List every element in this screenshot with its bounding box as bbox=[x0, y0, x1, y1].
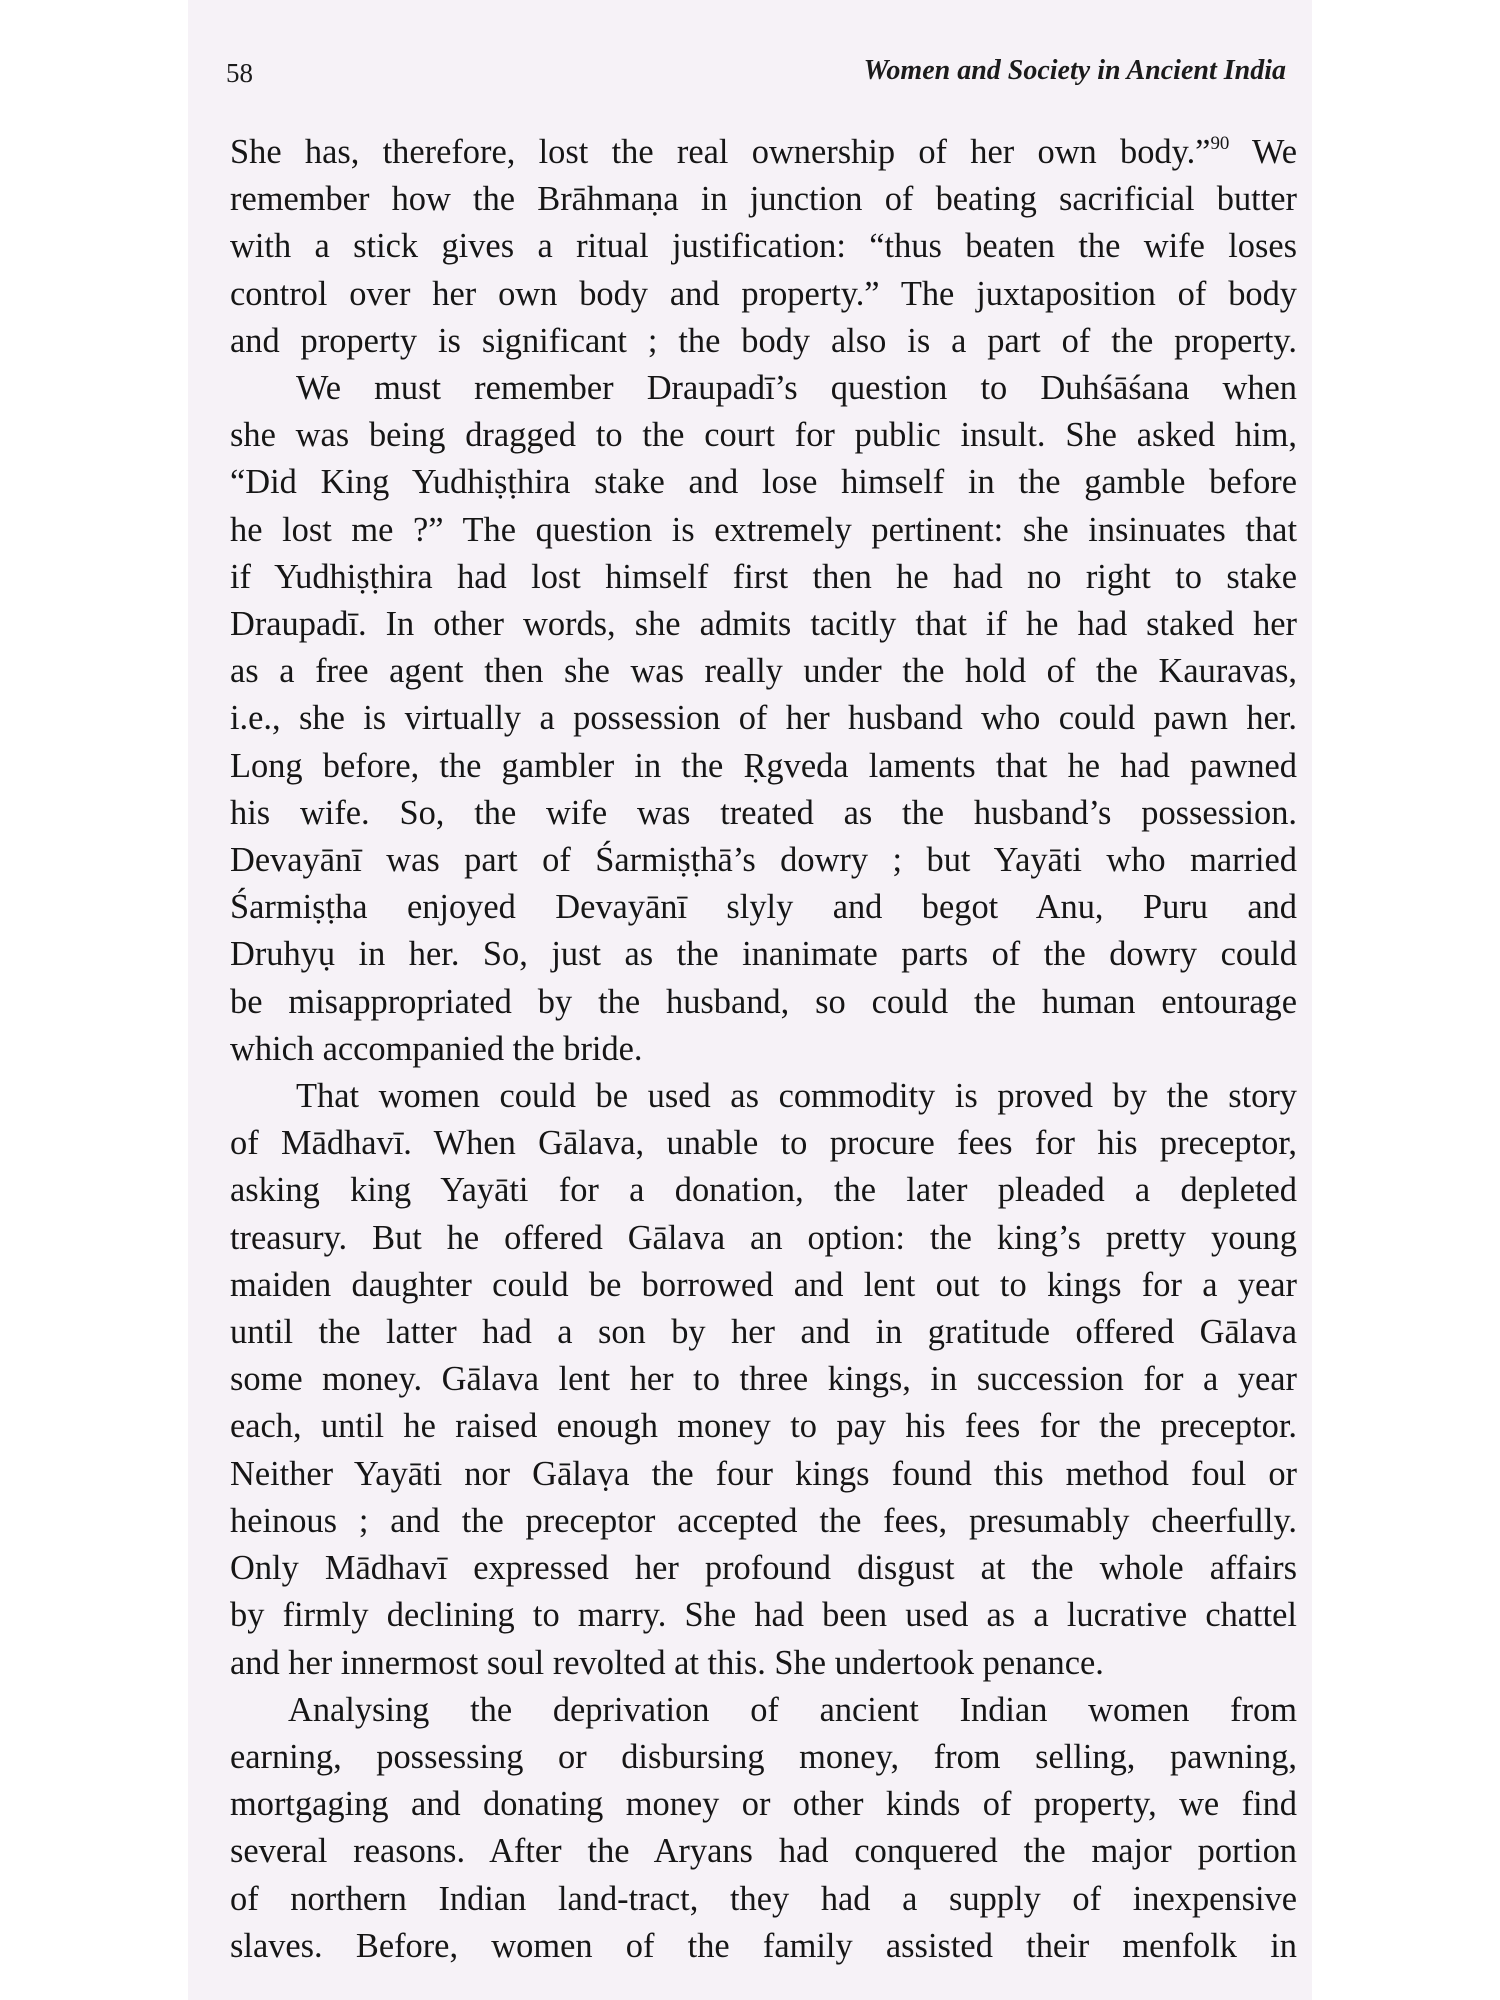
text-line: with a stick gives a ritual justification: “thus beaten the wife loses bbox=[230, 227, 1297, 266]
text-line: as a free agent then she was really under the hold of the Kauravas, bbox=[230, 652, 1297, 691]
paragraph-2 bbox=[230, 365, 1297, 1073]
text-line: Neither Yayāti nor Gālaṿa the four kings found this method foul or bbox=[230, 1454, 1297, 1493]
footnote-marker: 90 bbox=[1210, 132, 1230, 154]
text-line: she was being dragged to the court for public insult. She asked him, bbox=[230, 416, 1297, 455]
text-line: slaves. Before, women of the family assisted their menfolk in bbox=[230, 1926, 1297, 1965]
text-line: Devayānī was part of Śarmiṣṭhā’s dowry ; but Yayāti who married bbox=[230, 841, 1297, 880]
book-page bbox=[188, 0, 1312, 2000]
running-title: Women and Society in Ancient India bbox=[863, 55, 1286, 86]
text-line: That women could be used as commodity is proved by the story bbox=[296, 1077, 1297, 1116]
text-line: Draupadī. In other words, she admits tacitly that if he had staked her bbox=[230, 605, 1297, 644]
text-line: earning, possessing or disbursing money, from selling, pawning, bbox=[230, 1737, 1297, 1776]
text-line: heinous ; and the preceptor accepted the fees, presumably cheerfully. bbox=[230, 1501, 1297, 1540]
text-line: by firmly declining to marry. She had been used as a lucrative chattel bbox=[230, 1596, 1297, 1635]
text-line: which accompanied the bride. bbox=[230, 1029, 643, 1068]
text-line: Śarmiṣṭha enjoyed Devayānī slyly and begot Anu, Puru and bbox=[230, 888, 1297, 927]
text-line: of northern Indian land-tract, they had a supply of inexpensive bbox=[230, 1879, 1297, 1918]
text-line: treasury. But he offered Gālava an option: the king’s pretty young bbox=[230, 1218, 1297, 1257]
text-line: asking king Yayāti for a donation, the later pleaded a depleted bbox=[230, 1171, 1297, 1210]
text-line: and property is significant ; the body also is a part of the property. bbox=[230, 321, 1297, 360]
text-line: until the latter had a son by her and in gratitude offered Gālava bbox=[230, 1313, 1297, 1352]
text-line: several reasons. After the Aryans had conquered the major portion bbox=[230, 1832, 1297, 1871]
text-line: each, until he raised enough money to pay his fees for the preceptor. bbox=[230, 1407, 1297, 1446]
text-line: Druhyụ in her. So, just as the inanimate parts of the dowry could bbox=[230, 935, 1297, 974]
text-line: some money. Gālava lent her to three kings, in succession for a year bbox=[230, 1360, 1297, 1399]
paragraph-4 bbox=[230, 1687, 1297, 1970]
text-line: mortgaging and donating money or other kinds of property, we find bbox=[230, 1785, 1297, 1824]
paragraph-1 bbox=[230, 129, 1297, 365]
text-line: maiden daughter could be borrowed and lent out to kings for a year bbox=[230, 1265, 1297, 1304]
text-line: control over her own body and property.” The juxtaposition of body bbox=[230, 274, 1297, 313]
text-line: remember how the Brāhmaṇa in junction of beating sacrificial butter bbox=[230, 180, 1297, 219]
text-line: his wife. So, the wife was treated as the husband’s possession. bbox=[230, 793, 1297, 832]
text-line: “Did King Yudhiṣṭhira stake and lose himself in the gamble before bbox=[230, 463, 1297, 502]
text-line: Analysing the deprivation of ancient Indian women from bbox=[288, 1690, 1297, 1729]
text-line: if Yudhiṣṭhira had lost himself first then he had no right to stake bbox=[230, 557, 1297, 596]
text-line: We must remember Draupadī’s question to Duhśāśana when bbox=[296, 369, 1297, 408]
text-line: and her innermost soul revolted at this. She undertook penance. bbox=[230, 1643, 1104, 1682]
text-line: he lost me ?” The question is extremely pertinent: she insinuates that bbox=[230, 510, 1297, 549]
text-segment: We bbox=[1229, 133, 1297, 171]
text-line: i.e., she is virtually a possession of her husband who could pawn her. bbox=[230, 699, 1297, 738]
body-text bbox=[230, 129, 1297, 1970]
page-number: 58 bbox=[226, 58, 253, 88]
text-line: be misappropriated by the husband, so could the human entourage bbox=[230, 982, 1297, 1021]
paragraph-3 bbox=[230, 1073, 1297, 1687]
text-line bbox=[230, 129, 1297, 176]
text-line: Only Mādhavī expressed her profound disgust at the whole affairs bbox=[230, 1549, 1297, 1588]
text-segment: She has, therefore, lost the real ownership of her own body.” bbox=[230, 133, 1211, 171]
text-line: Long before, the gambler in the Ṛgveda laments that he had pawned bbox=[230, 746, 1297, 785]
text-line: of Mādhavī. When Gālava, unable to procure fees for his preceptor, bbox=[230, 1124, 1297, 1163]
